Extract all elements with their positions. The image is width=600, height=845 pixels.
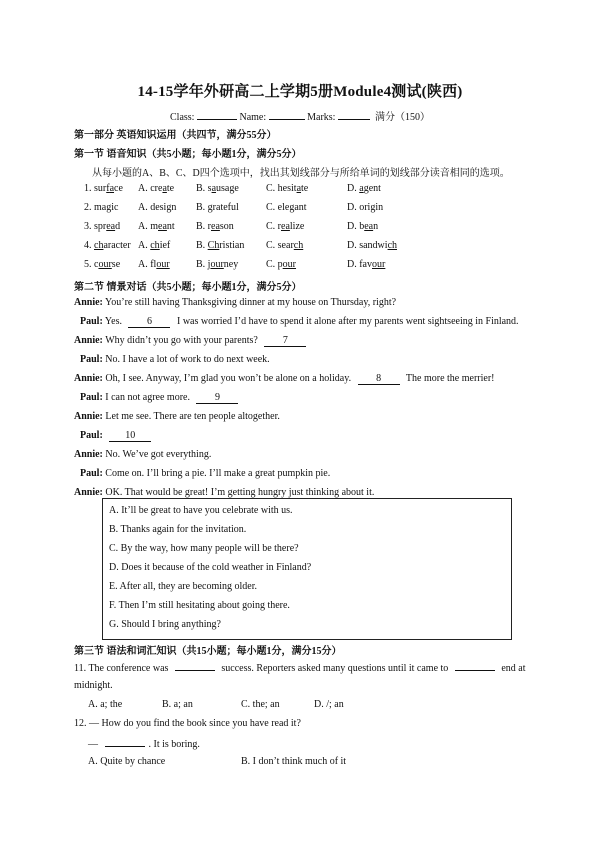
phonetic-option-b: B. Christian bbox=[196, 240, 245, 251]
speaker: Annie: bbox=[74, 297, 103, 308]
speaker: Annie: bbox=[74, 335, 103, 346]
section2-heading: 第二节 情景对话（共5小题；每小题1分，满分5分） bbox=[74, 282, 302, 293]
q12-option-a: A. Quite by chance bbox=[88, 756, 166, 767]
phonetics-row bbox=[0, 183, 600, 197]
option-d: D. Does it because of the cold weather in Finland? bbox=[109, 562, 312, 573]
line-text: No. We’ve got everything. bbox=[105, 449, 212, 460]
line-text: No. I have a lot of work to do next week. bbox=[105, 354, 270, 365]
q12-reply bbox=[88, 737, 200, 750]
phonetic-option-c: C. search bbox=[266, 240, 304, 251]
dialogue-line bbox=[80, 316, 550, 328]
phonetic-option-d: D. agent bbox=[347, 183, 381, 194]
q12-option-b: B. I don’t think much of it bbox=[241, 756, 347, 767]
full-score: 满分（150） bbox=[374, 112, 430, 123]
q11-option-d: D. /; an bbox=[314, 699, 344, 710]
phonetic-option-a: A. design bbox=[138, 202, 177, 213]
answer-blank[interactable]: 7 bbox=[264, 335, 306, 347]
line-text: Come on. I’ll bring a pie. I’ll make a great pumpkin pie. bbox=[105, 468, 331, 479]
q11-option-b: B. a; an bbox=[162, 699, 193, 710]
dialogue-line bbox=[74, 335, 544, 347]
section1-heading: 第一节 语音知识（共5小题；每小题1分，满分5分） bbox=[74, 149, 302, 160]
dialogue-line bbox=[80, 354, 550, 365]
q11-option-a: A. a; the bbox=[88, 699, 123, 710]
option-a: A. It’ll be great to have you celebrate with us. bbox=[109, 505, 293, 516]
phonetics-row bbox=[0, 202, 600, 216]
phonetic-question: 1. surface bbox=[84, 183, 123, 194]
speaker: Paul: bbox=[80, 468, 103, 479]
phonetic-option-c: C. elegant bbox=[266, 202, 307, 213]
q11-options bbox=[0, 699, 600, 713]
answer-blank[interactable]: 9 bbox=[196, 392, 238, 404]
speaker: Annie: bbox=[74, 373, 103, 384]
line-text: OK. That would be great! I’m getting hungry just thinking about it. bbox=[105, 487, 375, 498]
question-11 bbox=[74, 661, 525, 674]
question-12: 12. — How do you find the book since you have read it? bbox=[74, 718, 301, 729]
speaker: Paul: bbox=[80, 316, 103, 327]
phonetic-option-d: D. bean bbox=[347, 221, 379, 232]
answer-blank[interactable]: 8 bbox=[358, 373, 400, 385]
q11-text-3: end at bbox=[501, 663, 526, 674]
phonetic-option-b: B. journey bbox=[196, 259, 239, 270]
name-blank bbox=[269, 109, 305, 120]
q12-blank[interactable] bbox=[105, 737, 145, 747]
q11-blank-1[interactable] bbox=[175, 661, 215, 671]
speaker: Annie: bbox=[74, 411, 103, 422]
q11-continuation: midnight. bbox=[74, 680, 113, 691]
page-title: 14-15学年外研高二上学期5册Module4测试(陕西) bbox=[137, 84, 463, 100]
answer-blank[interactable]: 10 bbox=[109, 430, 151, 442]
q11-text-2: success. Reporters asked many questions until it came to bbox=[221, 663, 449, 674]
section3-heading: 第三节 语法和词汇知识（共15小题；每小题1分，满分15分） bbox=[74, 646, 342, 657]
dialogue-line bbox=[74, 411, 544, 422]
q11-option-c: C. the; an bbox=[241, 699, 280, 710]
option-c: C. By the way, how many people will be there? bbox=[109, 543, 299, 554]
dialogue-line bbox=[74, 487, 544, 498]
dialogue-line bbox=[80, 430, 550, 442]
phonetic-option-b: B. grateful bbox=[196, 202, 239, 213]
phonetics-row bbox=[0, 259, 600, 273]
line-text: Oh, I see. Anyway, I’m glad you won’t be alone on a holiday. bbox=[105, 373, 352, 384]
phonetic-option-a: A. chief bbox=[138, 240, 171, 251]
q11-text-1: 11. The conference was bbox=[74, 663, 169, 674]
speaker: Annie: bbox=[74, 487, 103, 498]
phonetics-row bbox=[0, 240, 600, 254]
q12-dash: — bbox=[88, 739, 98, 750]
phonetic-option-d: D. favour bbox=[347, 259, 386, 270]
name-label: Name: bbox=[239, 112, 267, 123]
speaker: Paul: bbox=[80, 430, 103, 441]
dialogue-options-box bbox=[102, 498, 512, 640]
student-info-line bbox=[0, 108, 600, 123]
marks-label: Marks: bbox=[307, 112, 336, 123]
phonetic-question: 3. spread bbox=[84, 221, 121, 232]
phonetic-option-d: D. origin bbox=[347, 202, 384, 213]
answer-blank[interactable]: 6 bbox=[128, 316, 170, 328]
phonetic-question: 4. character bbox=[84, 240, 131, 251]
phonetic-option-a: A. create bbox=[138, 183, 175, 194]
speaker: Annie: bbox=[74, 449, 103, 460]
dialogue-line bbox=[80, 392, 550, 404]
class-blank bbox=[197, 109, 237, 120]
q12-reply-text: . It is boring. bbox=[148, 739, 200, 750]
option-f: F. Then I’m still hesitating about going there. bbox=[109, 600, 290, 611]
speaker: Paul: bbox=[80, 354, 103, 365]
part1-heading: 第一部分 英语知识运用（共四节，满分55分） bbox=[74, 130, 277, 141]
marks-blank bbox=[338, 109, 370, 120]
speaker: Paul: bbox=[80, 392, 103, 403]
line-text: Let me see. There are ten people altogether. bbox=[105, 411, 280, 422]
q12-options bbox=[0, 756, 600, 770]
line-text-after: I was worried I’d have to spend it alone after my parents went sightseeing in Finland. bbox=[176, 316, 519, 327]
dialogue-line bbox=[74, 449, 544, 460]
phonetic-question: 2. magic bbox=[84, 202, 119, 213]
line-text: Yes. bbox=[104, 316, 122, 327]
phonetic-option-c: C. pour bbox=[266, 259, 297, 270]
option-g: G. Should I bring anything? bbox=[109, 619, 221, 630]
dialogue-line bbox=[74, 297, 544, 308]
q11-blank-2[interactable] bbox=[455, 661, 495, 671]
line-text: Why didn’t you go with your parents? bbox=[105, 335, 258, 346]
phonetic-option-a: A. meant bbox=[138, 221, 175, 232]
line-text: You’re still having Thanksgiving dinner at my house on Thursday, right? bbox=[105, 297, 397, 308]
option-e: E. After all, they are becoming older. bbox=[109, 581, 258, 592]
line-text-after: The more the merrier! bbox=[405, 373, 495, 384]
dialogue-line bbox=[80, 468, 550, 479]
phonetic-option-a: A. flour bbox=[138, 259, 170, 270]
phonetic-option-b: B. sausage bbox=[196, 183, 239, 194]
phonetics-row bbox=[0, 221, 600, 235]
phonetic-option-c: C. hesitate bbox=[266, 183, 309, 194]
section1-instruction: 从每小题的A、B、C、D四个选项中，找出其划线部分与所给单词的划线部分读音相同的选项。 bbox=[92, 168, 510, 179]
class-label: Class: bbox=[170, 112, 195, 123]
option-b: B. Thanks again for the invitation. bbox=[109, 524, 247, 535]
phonetic-option-d: D. sandwich bbox=[347, 240, 398, 251]
phonetic-option-c: C. realize bbox=[266, 221, 305, 232]
dialogue-line bbox=[74, 373, 544, 385]
phonetic-option-b: B. reason bbox=[196, 221, 234, 232]
phonetic-question: 5. course bbox=[84, 259, 121, 270]
line-text: I can not agree more. bbox=[105, 392, 190, 403]
